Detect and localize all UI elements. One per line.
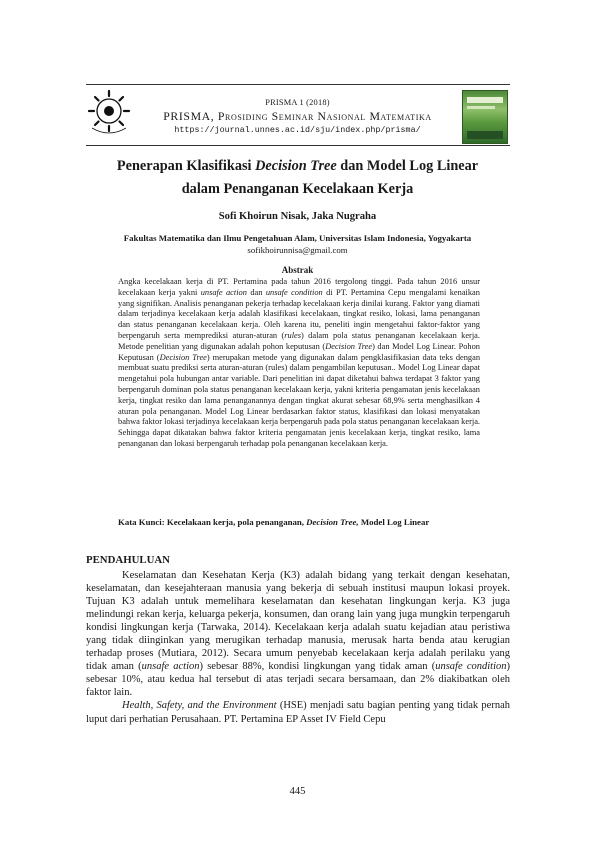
abstract-heading: Abstrak [281, 265, 314, 275]
paragraph-2: Health, Safety, and the Environment (HSE) menjadi satu bagian penting yang tidak pernah luput dari perhatian Perusahaan. PT. Pertamina EP Asset IV Field Cepu [86, 700, 510, 725]
section-body [86, 569, 510, 726]
header-bottom-rule [86, 145, 510, 146]
journal-cover-thumbnail [462, 90, 508, 144]
affiliation: Fakultas Matematika dan Ilmu Pengetahuan Alam, Universitas Islam Indonesia, Yogyakarta [123, 233, 472, 243]
section-heading: PENDAHULUAN [86, 554, 170, 566]
paper-title-line-1: Penerapan Klasifikasi Decision Tree dan Model Log Linear [116, 158, 479, 174]
abstract-body: Angka kecelakaan kerja di PT. Pertamina pada tahun 2016 tergolong tinggi. Pada tahun 2016 unsur kecelakaan kerja yakni unsafe action dan unsafe condition di PT. Pertamina Cepu mengalami kenaikan yang signifikan. Analisis penanganan pekerja terhadap kecelakaan kerja dinilai kurang. Faktor yang diamati dalam terjadinya kecelakaan kerja adalah klasifikasi kecelakaan, tingkat resiko, lokasi, lama penanganan dan status penanganan kecelakaan kerja. Oleh karena itu, peneliti ingin mengetahui faktor-faktor yang berpengaruh serta memprediksi aturan-aturan (rules) dalam pola status penanganan kecelakaan kerja. Metode penelitian yang digunakan adalah pohon keputusan (Decision Tree) dan Model Log Linear. Pohon Keputusan (Decision Tree) merupakan metode yang digunakan dalam pengklasifikasian data teks dengan membuat suatu prediksi serta aturan-aturan (rules) dalam pengambilan keputusan.. Model Log Linear dapat mengetahui pola hubungan antar variable. Dari penelitian ini dapat diketahui bahwa terdapat 3 faktor yang berpengaruh dominan pola status penanganan kecelakaan kerja, yakni kriteria pengamatan jenis kecelakaan kerja, tingkat resiko dan lama penanganannya dengan tingkat akurat sebesar 68,9% serta menghasilkan 4 aturan pola penanganan. Model Log Linear berdasarkan faktor status, klasifikasi dan lokasi menyatakan bahwa faktor lokasi terjadinya kecelakaan kerja berpengaruh pada pola status penanganan kecelakaan kerja. Sehingga dapat dikatakan bahwa faktor kriteria pengamatan jenis kecelakaan kerja, tingkat resiko, lama penanganan dan lokasi berpengaruh terhadap pola penanganan kecelakaan kerja. [118, 277, 481, 448]
keywords: Kata Kunci: Kecelakaan kerja, pola penanganan, Decision Tree, Model Log Linear [118, 517, 430, 527]
author-list: Sofi Khoirun Nisak, Jaka Nugraha [218, 211, 377, 222]
journal-volume: PRISMA 1 (2018) [265, 98, 330, 107]
journal-name: PRISMA, Prosiding Seminar Nasional Matematika [163, 109, 432, 123]
author-email: sofikhoirunnisa@gmail.com [247, 245, 348, 255]
page-number: 445 [289, 786, 306, 797]
header-top-rule [86, 84, 510, 85]
journal-url-link[interactable]: https://journal.unnes.ac.id/sju/index.php/prisma/ [174, 125, 421, 135]
paragraph-1: Keselamatan dan Kesehatan Kerja (K3) adalah bidang yang terkait dengan kesehatan, keselamatan, dan kesejahteraan manusia yang bekerja di sebuah institusi maupun lokasi proyek. Tujuan K3 adalah untuk memelihara keselamatan dan kesehatan lingkungan kerja. K3 juga melindungi rekan kerja, keluarga pekerja, konsumen, dan orang lain yang juga mungkin terpengaruh kondisi lingkungan kerja (Tarwaka, 2014). Kecelakaan kerja adalah suatu kejadian atau peristiwa yang tidak diinginkan yang merugikan terhadap manusia, merusak harta benda atau kerugian terhadap proses (Mutiara, 2012). Secara umum penyebab kecelakaan kerja adalah perilaku yang tidak aman (unsafe action) sebesar 88%, kondisi lingkungan yang tidak aman (unsafe condition) sebesar 10%, atau kedua hal tersebut di atas terjadi secara bersamaan, dan 2% diakibatkan oleh faktor lain. [86, 570, 510, 699]
paper-title-line-2: dalam Penanganan Kecelakaan Kerja [181, 181, 414, 197]
